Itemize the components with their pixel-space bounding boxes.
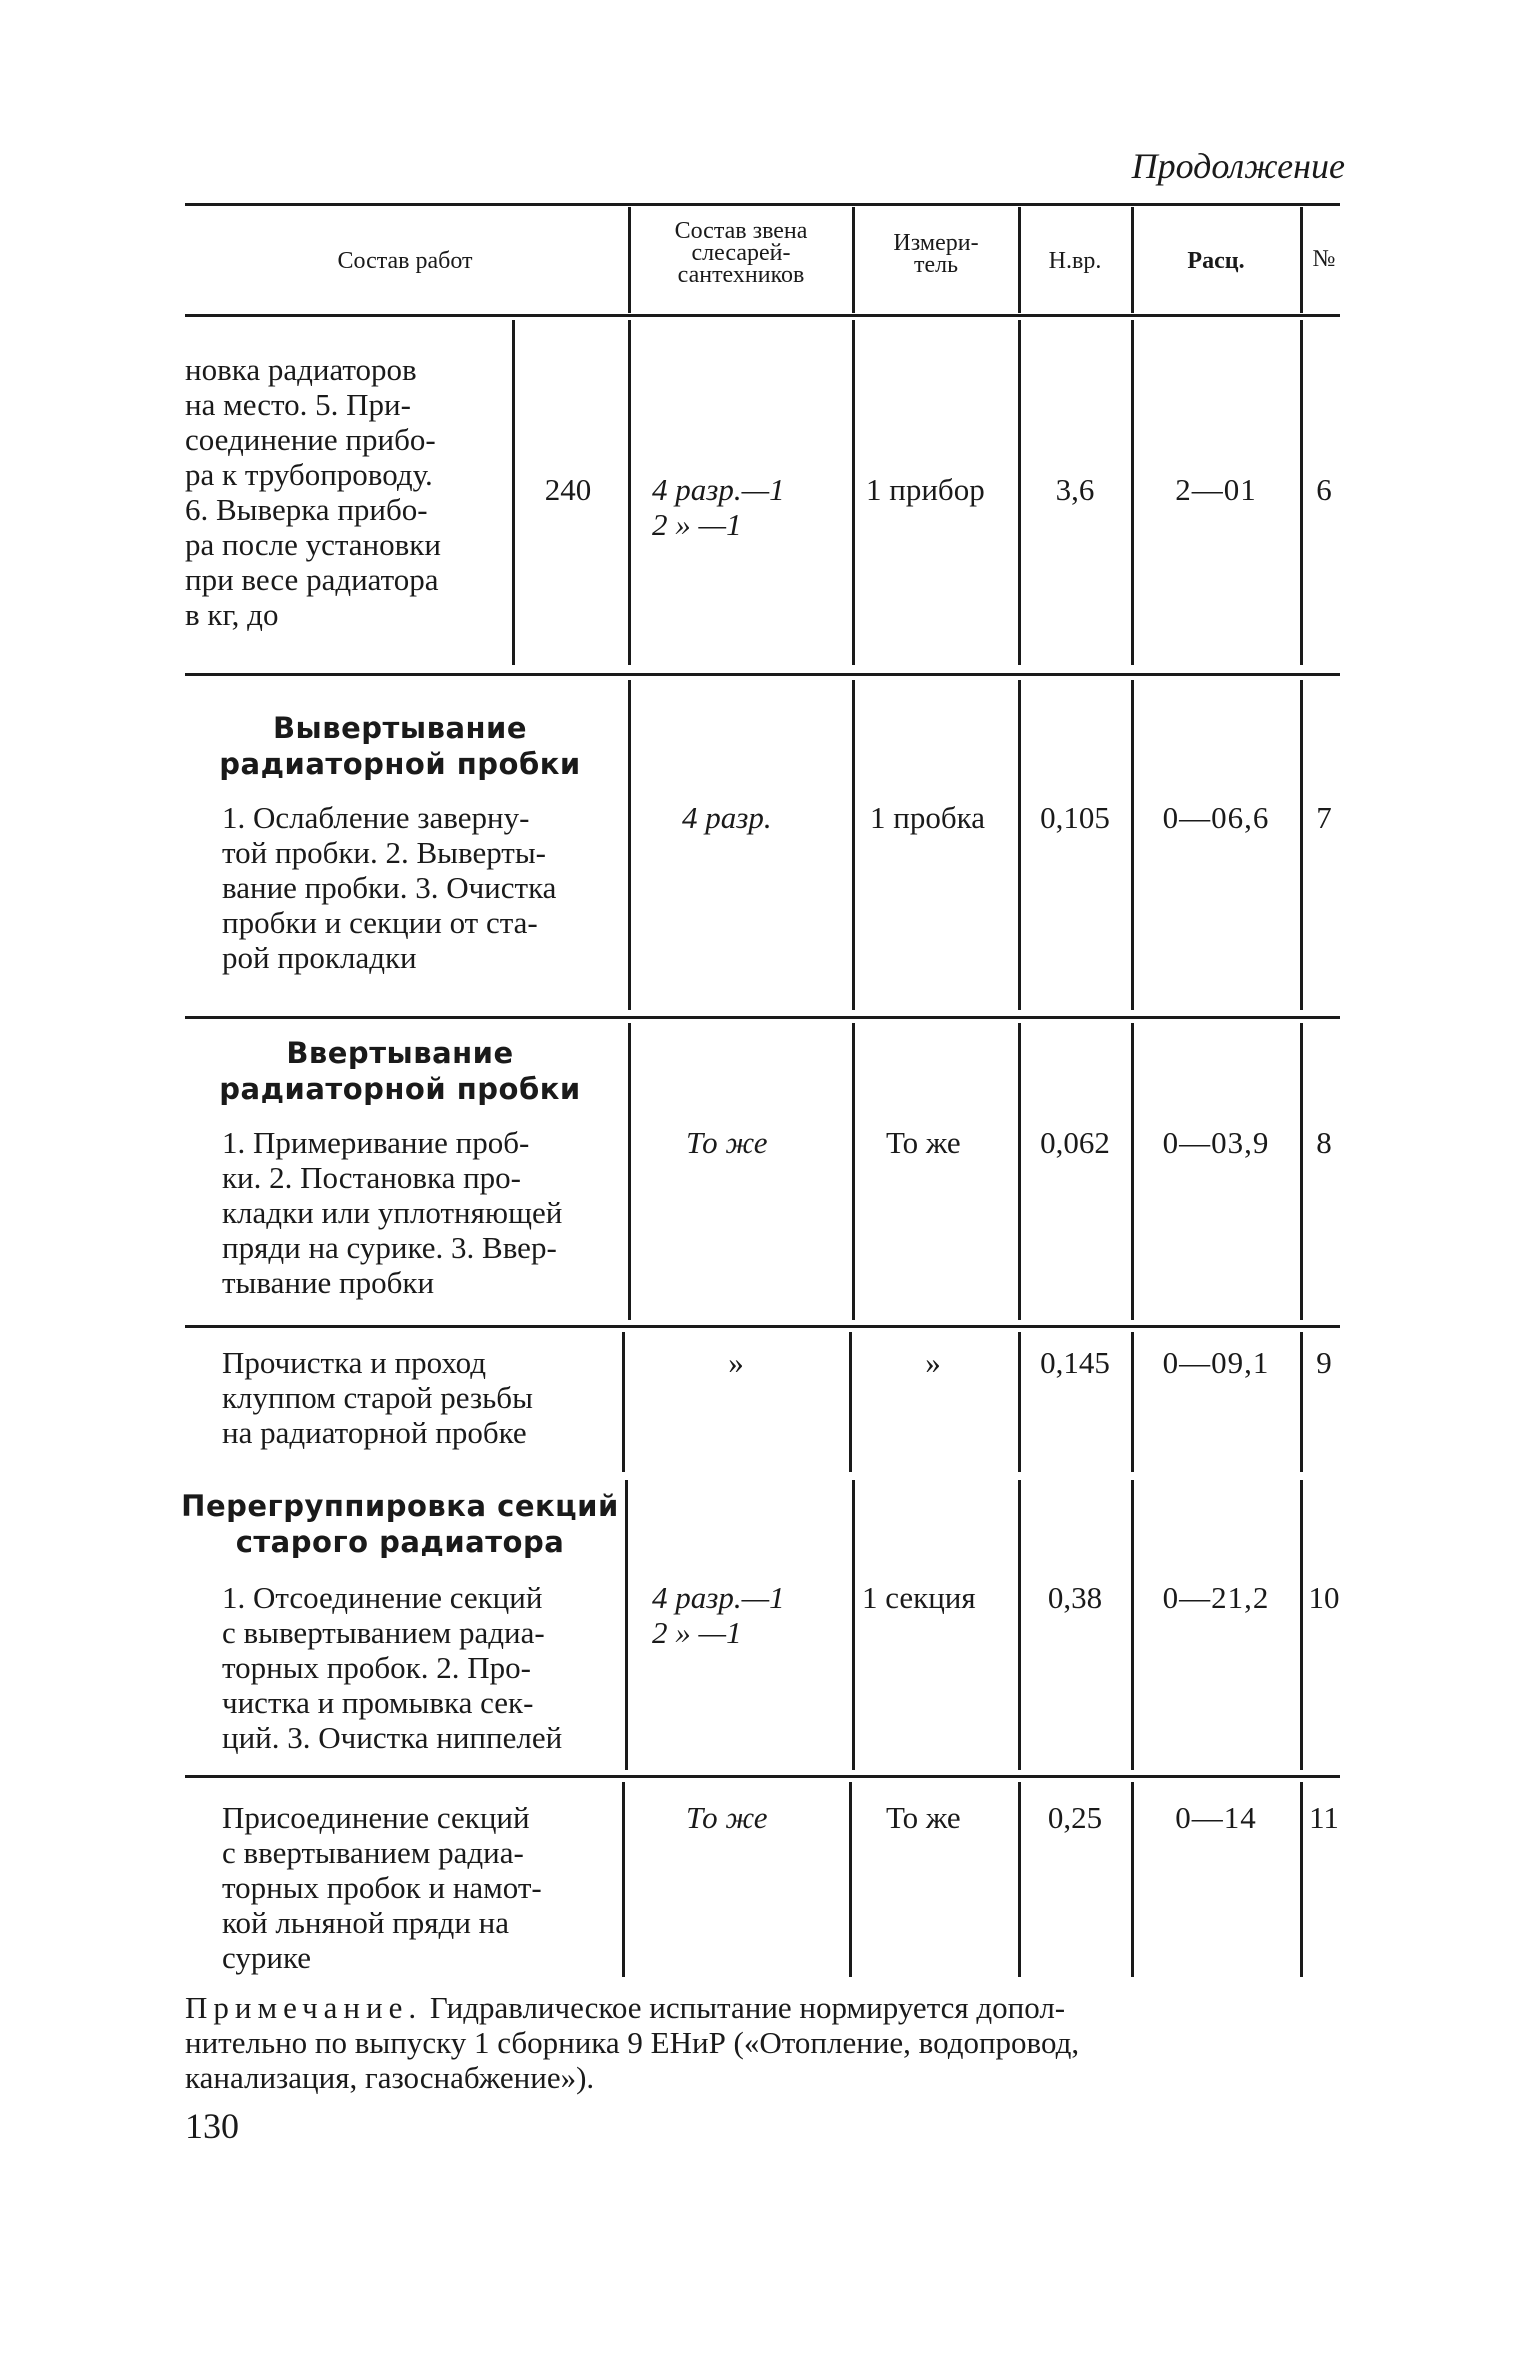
row-8-crew: То же	[686, 1125, 768, 1160]
header-divider-3	[1018, 207, 1021, 313]
row-7-norm: 0,105	[1040, 800, 1110, 835]
row-10-num: 10	[1308, 1580, 1340, 1615]
row-11-divider-4	[1131, 1782, 1134, 1977]
row-9-crew: »	[728, 1345, 744, 1380]
row-9-divider-3	[1018, 1332, 1021, 1472]
row-8-divider-2	[852, 1023, 855, 1320]
row-6-crew: 4 разр.—1 2 » —1	[652, 472, 785, 542]
header-rate: Расц.	[1187, 248, 1245, 274]
row-7-num: 7	[1316, 800, 1332, 835]
row-10-divider-4	[1131, 1480, 1134, 1770]
row-8-rate: 0—03,9	[1162, 1125, 1270, 1160]
row-8-num: 8	[1316, 1125, 1332, 1160]
row-6-divider-3	[1018, 320, 1021, 665]
row-7-divider-2	[852, 680, 855, 1010]
continuation-label: Продолжение	[1131, 146, 1345, 186]
row-8-divider-3	[1018, 1023, 1021, 1320]
row-11-norm: 0,25	[1047, 1800, 1103, 1835]
row-8-norm: 0,062	[1040, 1125, 1110, 1160]
row-10-title: Перегруппировка секций старого радиатора	[181, 1489, 619, 1559]
row-8-divider-4	[1131, 1023, 1134, 1320]
row-9-num: 9	[1316, 1345, 1332, 1380]
row-6-divider-weight	[512, 320, 515, 665]
row-9-divider-5	[1300, 1332, 1303, 1472]
row-7-rate: 0—06,6	[1162, 800, 1270, 835]
header-divider-4	[1131, 207, 1134, 313]
row-7-divider-1	[628, 680, 631, 1010]
row-8-divider-5	[1300, 1023, 1303, 1320]
row-7-rule	[185, 1016, 1340, 1019]
row-7-text: 1. Ослабление заверну- той пробки. 2. Выверты- вание пробки. 3. Очистка пробки и секции от ста- рой прокладки	[222, 800, 557, 975]
row-9-norm: 0,145	[1040, 1345, 1110, 1380]
row-7-crew: 4 разр.	[682, 800, 772, 835]
footnote	[185, 1990, 1345, 2095]
row-10-divider-5	[1300, 1480, 1303, 1770]
row-7-unit: 1 пробка	[870, 800, 985, 835]
row-6-rule	[185, 673, 1340, 676]
row-8-unit: То же	[886, 1125, 961, 1160]
row-6-text: новка радиаторов на место. 5. При- соединение прибо- ра к трубопроводу. 6. Выверка прибо- ра после установки при весе радиатора в кг, до	[185, 352, 441, 632]
row-6-divider-2	[852, 320, 855, 665]
header-divider-1	[628, 207, 631, 313]
header-top-rule	[185, 203, 1340, 206]
row-8-divider-1	[628, 1023, 631, 1320]
row-10-crew: 4 разр.—1 2 » —1	[652, 1580, 785, 1650]
header-divider-5	[1300, 207, 1303, 313]
row-11-divider-3	[1018, 1782, 1021, 1977]
row-10-divider-1	[625, 1480, 628, 1770]
row-11-text: Присоединение секций с ввертыванием радиа- торных пробок и намот- кой льняной пряди на сурике	[222, 1800, 542, 1975]
header-crew: Состав звена слесарей- сантехников	[674, 218, 808, 288]
row-8-rule	[185, 1325, 1340, 1328]
row-9-divider-1	[622, 1332, 625, 1472]
row-10-rate: 0—21,2	[1162, 1580, 1270, 1615]
row-8-text: 1. Примеривание проб- ки. 2. Постановка про- кладки или уплотняющей пряди на сурике. 3. Ввер- тывание пробки	[222, 1125, 563, 1300]
row-9-rate: 0—09,1	[1162, 1345, 1270, 1380]
row-10-rule	[185, 1775, 1340, 1778]
row-10-norm: 0,38	[1047, 1580, 1103, 1615]
row-11-unit: То же	[886, 1800, 961, 1835]
row-7-title: Вывертывание радиаторной пробки	[219, 711, 581, 781]
header-bottom-rule	[185, 314, 1340, 317]
row-8-title: Ввертывание радиаторной пробки	[219, 1036, 581, 1106]
row-6-norm: 3,6	[1055, 472, 1095, 507]
header-work: Состав работ	[337, 248, 473, 274]
header-divider-2	[852, 207, 855, 313]
row-11-crew: То же	[686, 1800, 768, 1835]
row-11-divider-2	[849, 1782, 852, 1977]
header-unit: Измери- тель	[893, 230, 979, 278]
header-norm: Н.вр.	[1048, 248, 1102, 274]
row-6-num: 6	[1316, 472, 1332, 507]
row-6-divider-5	[1300, 320, 1303, 665]
footnote-text: Гидравлическое испытание нормируется допол- нительно по выпуску 1 сборника 9 ЕНиР («Отопление, водопровод, канализация, газоснабжение»).	[185, 1990, 1080, 2095]
row-11-divider-1	[622, 1782, 625, 1977]
row-6-weight: 240	[544, 472, 592, 507]
row-6-unit: 1 прибор	[866, 472, 985, 507]
row-6-rate: 2—01	[1175, 472, 1257, 507]
row-7-divider-3	[1018, 680, 1021, 1010]
row-6-divider-1	[628, 320, 631, 665]
row-10-divider-2	[852, 1480, 855, 1770]
row-11-num: 11	[1309, 1800, 1339, 1835]
row-9-divider-4	[1131, 1332, 1134, 1472]
footnote-label: Примечание.	[185, 1990, 423, 2025]
row-10-divider-3	[1018, 1480, 1021, 1770]
row-11-rate: 0—14	[1175, 1800, 1257, 1835]
row-11-divider-5	[1300, 1782, 1303, 1977]
header-num: №	[1312, 246, 1336, 272]
row-9-unit: »	[925, 1345, 941, 1380]
row-7-divider-5	[1300, 680, 1303, 1010]
page-number: 130	[185, 2106, 239, 2146]
row-6-divider-4	[1131, 320, 1134, 665]
row-7-divider-4	[1131, 680, 1134, 1010]
row-9-text: Прочистка и проход клуппом старой резьбы на радиаторной пробке	[222, 1345, 533, 1450]
row-9-divider-2	[849, 1332, 852, 1472]
row-10-unit: 1 секция	[862, 1580, 976, 1615]
row-10-text: 1. Отсоединение секций с вывертыванием радиа- торных пробок. 2. Про- чистка и промывка сек- ций. 3. Очистка ниппелей	[222, 1580, 563, 1755]
